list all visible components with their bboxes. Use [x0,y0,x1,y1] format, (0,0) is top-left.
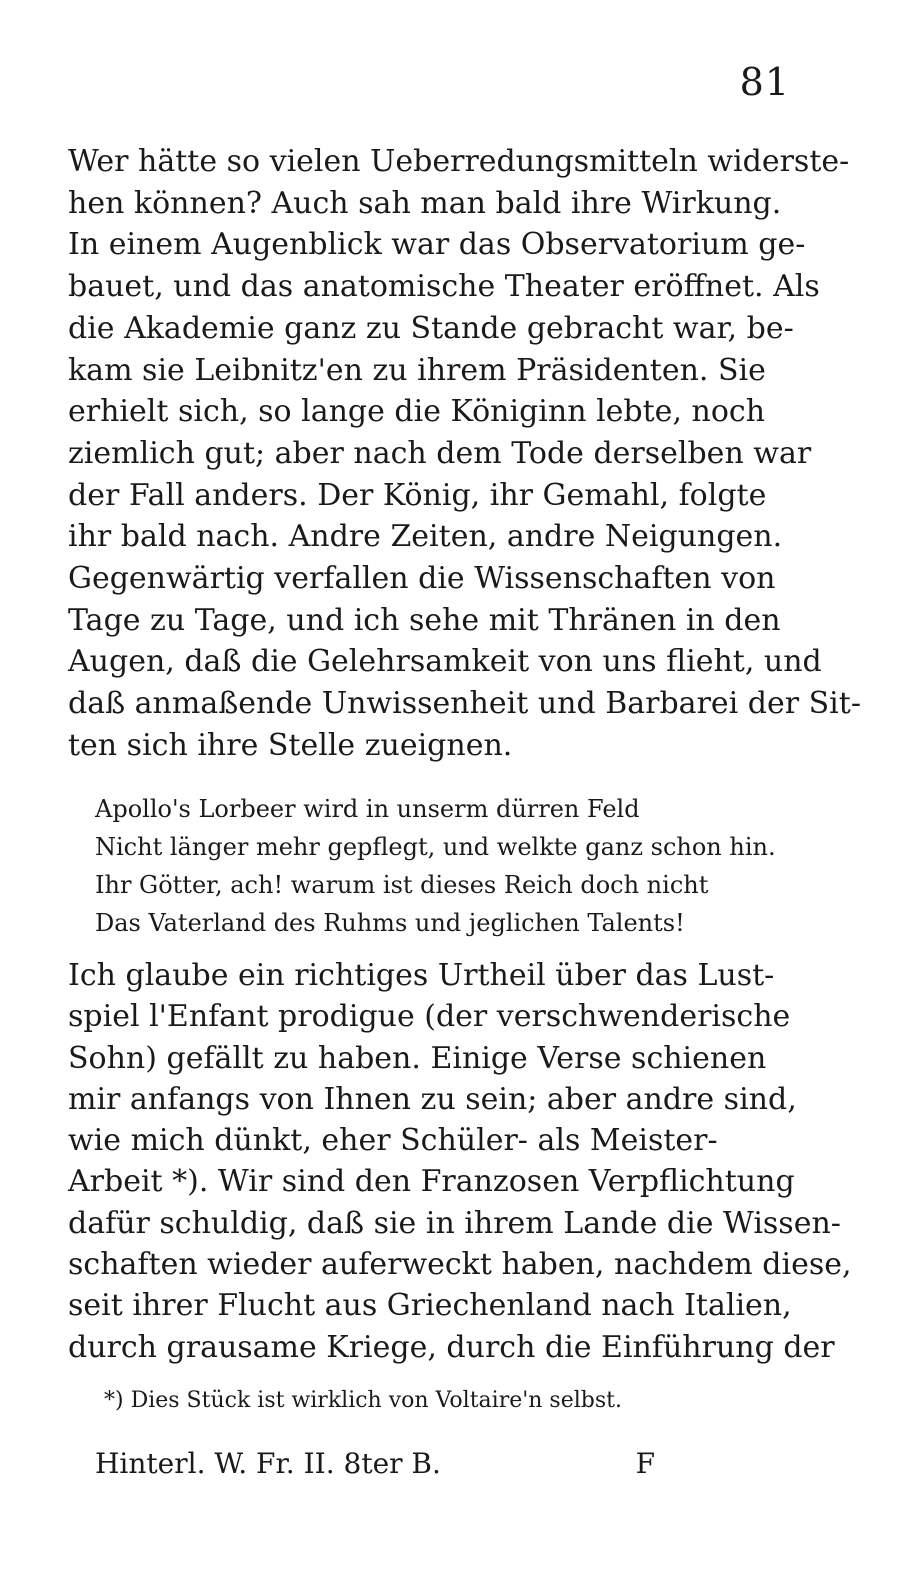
text-line: spiel l'Enfant prodigue (der verschwenderische [68,999,791,1035]
text-line: ihr bald nach. Andre Zeiten, andre Neigungen. [68,519,783,555]
text-line: kam sie Leibnitz'en zu ihrem Präsidenten. Sie [68,352,766,388]
text-line: seit ihrer Flucht aus Griechenland nach Italien, [68,1288,792,1324]
text-line: die Akademie ganz zu Stande gebracht war, be- [68,310,794,346]
text-line: wie mich dünkt, eher Schüler- als Meister- [68,1123,718,1159]
text-line: erhielt sich, so lange die Königinn lebte, noch [68,394,766,430]
text-line: ziemlich gut; aber nach dem Tode derselben war [68,435,812,471]
footnote: *) Dies Stück ist wirklich von Voltaire'n selbst. [104,1388,622,1413]
verse-quote [95,790,795,942]
verse-line: Nicht länger mehr gepflegt, und welkte ganz schon hin. [95,833,776,861]
text-line: Wer hätte so vielen Ueberredungsmitteln widerste- [68,144,850,179]
text-line: Ich glaube ein richtiges Urtheil über das Lust- [68,958,775,993]
paragraph-2 [68,955,852,1368]
text-line: Augen, daß die Gelehrsamkeit von uns flieht, und [68,644,822,680]
page-footer [95,1447,655,1480]
text-line: bauet, und das anatomische Theater eröffnet. Als [68,269,820,305]
text-line: daß anmaßende Unwissenheit und Barbarei der Sit- [68,686,861,722]
verse-line: Das Vaterland des Ruhms und jeglichen Talents! [95,909,685,937]
verse-line: Apollo's Lorbeer wird in unserm dürren Feld [95,795,640,823]
text-line: In einem Augenblick war das Observatorium ge- [68,227,806,263]
text-line: schaften wieder auferweckt haben, nachdem diese, [68,1247,852,1283]
text-line: der Fall anders. Der König, ihr Gemahl, folgte [68,477,767,513]
text-line: durch grausame Kriege, durch die Einführung der [68,1329,835,1365]
text-line: ten sich ihre Stelle zueignen. [68,727,513,763]
text-line: dafür schuldig, daß sie in ihrem Lande die Wissen- [68,1205,841,1241]
text-line: Arbeit *). Wir sind den Franzosen Verpflichtung [68,1164,795,1200]
paragraph-1 [68,141,861,767]
text-line: Tage zu Tage, und ich sehe mit Thränen in den [68,602,781,638]
text-line: mir anfangs von Ihnen zu sein; aber andre sind, [68,1081,797,1117]
verse-line: Ihr Götter, ach! warum ist dieses Reich doch nicht [95,871,709,899]
source-signature: Hinterl. W. Fr. II. 8ter B. [95,1447,441,1480]
text-line: Sohn) gefällt zu haben. Einige Verse schienen [68,1040,767,1076]
text-line: Gegenwärtig verfallen die Wissenschaften von [68,561,776,597]
page-number: 81 [739,60,790,104]
sheet-signature: F [635,1447,655,1480]
text-line: hen können? Auch sah man bald ihre Wirkung. [68,185,782,221]
